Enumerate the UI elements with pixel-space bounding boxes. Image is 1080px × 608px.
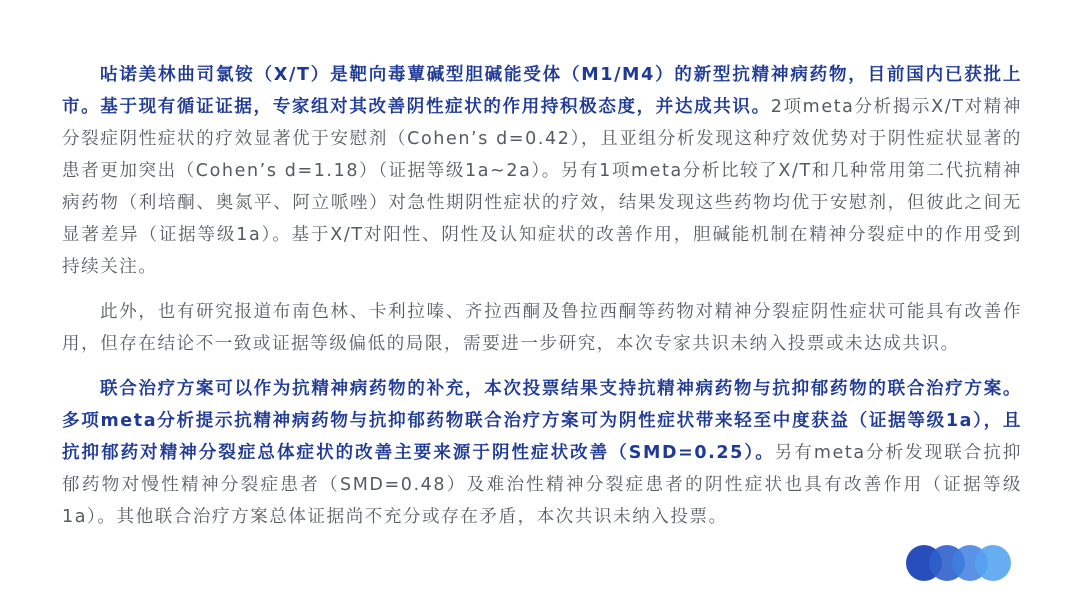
document-body	[62, 59, 1022, 533]
paragraph-combination-therapy	[62, 373, 1022, 533]
paragraph-other-drugs	[62, 296, 1022, 360]
decorative-circles	[906, 545, 1011, 581]
paragraph-xt-text: 2项meta分析揭示X/T对精神分裂症阴性症状的疗效显著优于安慰剂（Cohen’s d=0.42），且亚组分析发现这种疗效优势对于阴性症状显著的患者更加突出（Cohen’s d=1.18）（证据等级1a~2a）。另有1项meta分析比较了X/T和几种常用第二代抗精神病药物（利培酮、奥氮平、阿立哌唑）对急性期阴性症状的疗效，结果发现这些药物均优于安慰剂，但彼此之间无显著差异（证据等级1a）。基于X/T对阳性、阴性及认知症状的改善作用，胆碱能机制在精神分裂症中的作用受到持续关注。	[62, 97, 1022, 277]
paragraph-other-drugs-text: 此外，也有研究报道布南色林、卡利拉嗪、齐拉西酮及鲁拉西酮等药物对精神分裂症阴性症状可能具有改善作用，但存在结论不一致或证据等级偏低的局限，需要进一步研究，本次专家共识未纳入投票或未达成共识。	[62, 302, 1022, 354]
paragraph-xt-bold-text: 呫诺美林曲司氯铵（X/T）是靶向毒蕈碱型胆碱能受体（M1/M4）的新型抗精神病药物，目前国内已获批上市。基于现有循证证据，专家组对其改善阴性症状的作用持积极态度，并达成共识。	[62, 65, 1022, 117]
paragraph-xt	[62, 59, 1022, 283]
paragraph-combination-text: 另有meta分析发现联合抗抑郁药物对慢性精神分裂症患者（SMD=0.48）及难治性精神分裂症患者的阴性症状也具有改善作用（证据等级1a）。其他联合治疗方案总体证据尚不充分或存在矛盾，本次共识未纳入投票。	[62, 443, 1022, 527]
paragraph-combination-bold-text: 联合治疗方案可以作为抗精神病药物的补充，本次投票结果支持抗精神病药物与抗抑郁药物的联合治疗方案。多项meta分析提示抗精神病药物与抗抑郁药物联合治疗方案可为阴性症状带来轻至中度获益（证据等级1a），且抗抑郁药对精神分裂症总体症状的改善主要来源于阴性症状改善（SMD=0.25）。	[62, 379, 1022, 463]
decorative-circle-4	[975, 545, 1011, 581]
